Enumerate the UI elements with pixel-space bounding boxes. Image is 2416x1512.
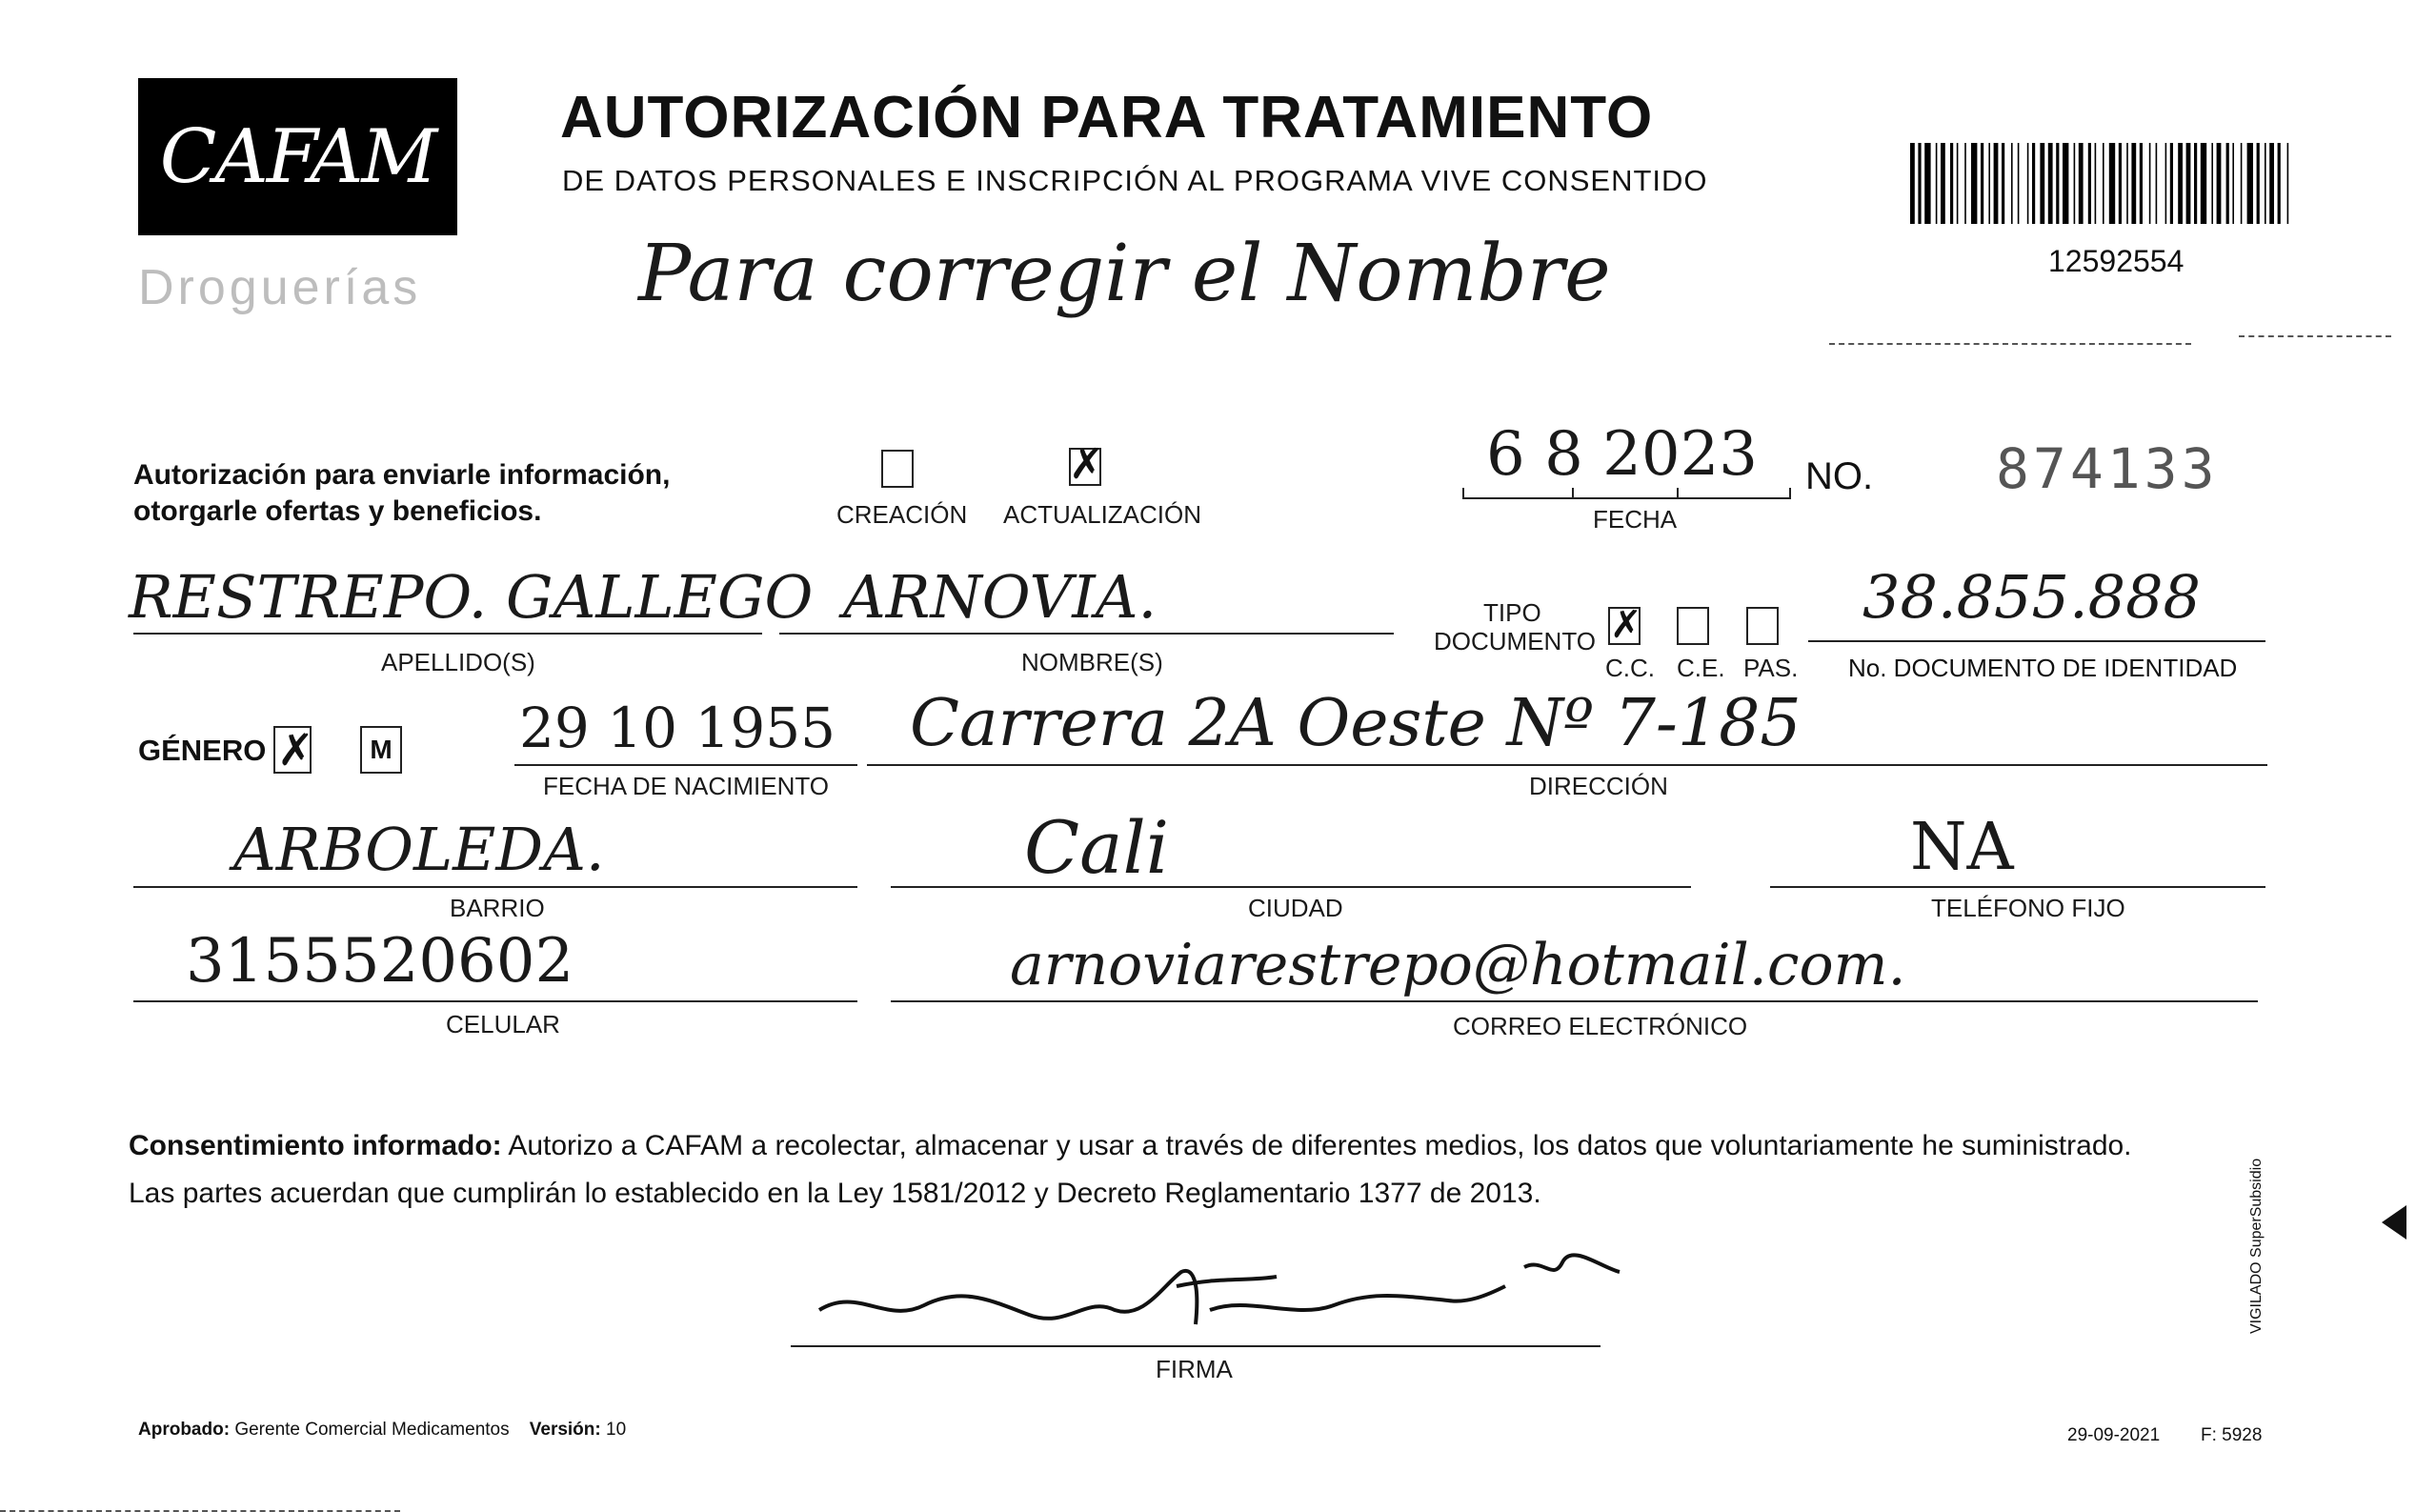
barcode-bar [2211,143,2213,224]
barcode-bar [2241,143,2243,224]
creacion-label: CREACIÓN [836,500,968,529]
genero-m-checkbox[interactable] [360,726,402,774]
barcode-bar [2278,143,2281,224]
barrio-label: BARRIO [450,894,545,922]
version-label: Versión: [529,1420,601,1440]
barcode-bar [2063,143,2068,224]
documento-value: 38.855.888 [1862,562,2201,632]
creacion-checkbox[interactable] [881,450,914,488]
barcode-bar [2269,143,2274,224]
barcode-bar [2201,143,2206,224]
genero-f-checkbox[interactable] [273,726,312,774]
cc-check-mark: ✗ [1610,603,1642,647]
barcode-bar [1910,143,1915,224]
footer-date: 29-09-2021 [2067,1425,2161,1445]
ciudad-label: CIUDAD [1248,894,1343,922]
nacimiento-line [514,764,857,766]
signature [800,1229,1629,1353]
ce-label: C.E. [1677,654,1725,682]
barcode-bar [1950,143,1953,224]
barcode-bar [2095,143,2097,224]
firma-label: FIRMA [1156,1355,1233,1383]
barcode-bar [2027,143,2029,224]
genero-label: GÉNERO [138,734,267,767]
fecha-tick-4 [1789,488,1791,499]
barcode-bar [2140,143,2143,224]
footer-approval [138,1420,626,1441]
consent-heading: Consentimiento informado: [129,1130,502,1161]
consent-text-1: Autorizo a CAFAM a recolectar, almacenar y usar a través de diferentes medios, los datos que voluntariamente he suministrado. [501,1130,2132,1161]
fecha-label: FECHA [1593,505,1678,534]
correo-label: CORREO ELECTRÓNICO [1453,1012,1748,1040]
barcode-bar [2186,143,2191,224]
barcode-bar [2156,143,2158,224]
apellidos-line [133,633,762,635]
barcode-bar [2232,143,2234,224]
barcode-bar [2265,143,2266,224]
barcode [1910,143,2296,224]
tipo-documento-label-2: DOCUMENTO [1434,627,1596,655]
telefono-line [1770,886,2265,888]
barcode-bar [2165,143,2167,224]
barcode-underline-right [2239,335,2391,337]
barcode-bar [2018,143,2020,224]
genero-m-label: M [370,735,393,764]
signature-graphic [800,1229,1629,1353]
handwritten-note: Para corregir el Nombre [638,229,1611,319]
fecha-tick-3 [1677,488,1679,499]
pas-checkbox[interactable] [1746,607,1779,645]
barcode-bar [1941,143,1945,224]
actualizacion-label: ACTUALIZACIÓN [1003,500,1202,529]
barcode-bar [2079,143,2084,224]
barcode-bar [1994,143,1999,224]
barcode-bar [2056,143,2059,224]
barrio-value: ARBOLEDA. [233,815,605,884]
barcode-bar [2170,143,2173,224]
aprobado-value: Gerente Comercial Medicamentos [234,1420,510,1440]
consent-line-1 [129,1122,2282,1170]
fecha-line [1462,497,1791,499]
apellidos-label: APELLIDO(S) [381,648,535,676]
barcode-bar [2103,143,2104,224]
barcode-bar [2126,143,2128,224]
barcode-bar [1964,143,1966,224]
barcode-bar [2217,143,2222,224]
footer-form-code: F: 5928 [2201,1425,2263,1445]
barcode-bar [2178,143,2183,224]
tipo-documento-label-1: TIPO [1483,598,1541,627]
barrio-line [133,886,857,888]
barcode-bar [2194,143,2197,224]
barcode-bar [1918,143,1921,224]
cc-checkbox[interactable] [1608,603,1642,647]
nombres-value: ARNOVIA. [843,562,1158,632]
form-subtitle: DE DATOS PERSONALES E INSCRIPCIÓN AL PROGRAMA VIVE CONSENTIDO [562,164,1708,197]
consent-text-2: Las partes acuerdan que cumplirán lo establecido en la Ley 1581/2012 y Decreto Reglamentario 1377 de 2013. [129,1178,1541,1209]
logo-subtitle: Droguerías [138,260,422,315]
supersubsidio-mark: VIGILADO SuperSubsidio [2248,1158,2265,1334]
fecha-value: 6 8 2023 [1486,419,1758,490]
nacimiento-label: FECHA DE NACIMIENTO [543,772,830,800]
aprobado-label: Aprobado: [138,1420,231,1440]
direccion-value: Carrera 2A Oeste Nº 7-185 [910,686,1802,761]
documento-label: No. DOCUMENTO DE IDENTIDAD [1848,654,2238,682]
celular-line [133,1000,857,1002]
numero-value: 874133 [1996,436,2219,501]
barcode-bar [2032,143,2035,224]
cafam-logo [138,78,457,235]
fecha-tick-2 [1572,488,1574,499]
cc-label: C.C. [1605,654,1655,682]
direccion-line [867,764,2267,766]
barcode-number: 12592554 [2048,244,2184,278]
actualizacion-checkbox[interactable] [1069,440,1104,489]
nacimiento-value: 29 10 1955 [519,696,836,760]
barcode-graphic [1910,143,2296,224]
logo-text: CAFAM [159,113,436,200]
pas-label: PAS. [1743,654,1799,682]
form-title: AUTORIZACIÓN PARA TRATAMIENTO [560,85,1654,151]
celular-value: 3155520602 [186,926,574,997]
celular-label: CELULAR [446,1010,560,1038]
correo-line [891,1000,2258,1002]
barcode-bar [2074,143,2076,224]
authorization-text-1: Autorización para enviarle información, [133,459,671,491]
barcode-bar [2002,143,2004,224]
firma-line [791,1345,1601,1347]
barcode-bar [1971,143,1977,224]
barcode-bar [2287,143,2289,224]
barcode-bar [2088,143,2091,224]
nombres-line [779,633,1394,635]
direccion-label: DIRECCIÓN [1529,772,1668,800]
barcode-bar [2257,143,2260,224]
barcode-bar [2109,143,2115,224]
barcode-bar [1924,143,1930,224]
apellidos-value: RESTREPO. GALLEGO [129,562,814,632]
correo-value: arnoviarestrepo@hotmail.com. [1010,932,1906,998]
arrow-icon [2382,1205,2406,1240]
consent-paragraph [129,1122,2282,1218]
barcode-bar [1988,143,1990,224]
barcode-bar [2119,143,2122,224]
nombres-label: NOMBRE(S) [1021,648,1163,676]
barcode-bar [2149,143,2151,224]
telefono-value: NA [1910,810,2014,885]
genero-f-mark: ✗ [277,724,314,776]
barcode-bar [2131,143,2136,224]
numero-label: NO. [1805,455,1874,497]
actualizacion-check-mark: ✗ [1069,440,1104,489]
authorization-text-2: otorgarle ofertas y beneficios. [133,495,542,527]
barcode-bar [2040,143,2044,224]
barcode-bar [1936,143,1938,224]
barcode-underline-left [1829,343,2191,345]
ciudad-value: Cali [1024,805,1170,890]
ciudad-line [891,886,1691,888]
barcode-bar [2011,143,2013,224]
barcode-bar [1981,143,1983,224]
barcode-bar [1957,143,1959,224]
fecha-tick-1 [1462,488,1464,499]
barcode-bar [2226,143,2229,224]
version-value: 10 [606,1420,627,1440]
barcode-bar [2048,143,2053,224]
barcode-bar [2247,143,2253,224]
telefono-label: TELÉFONO FIJO [1931,894,2125,922]
documento-line [1808,640,2265,642]
ce-checkbox[interactable] [1677,607,1709,645]
